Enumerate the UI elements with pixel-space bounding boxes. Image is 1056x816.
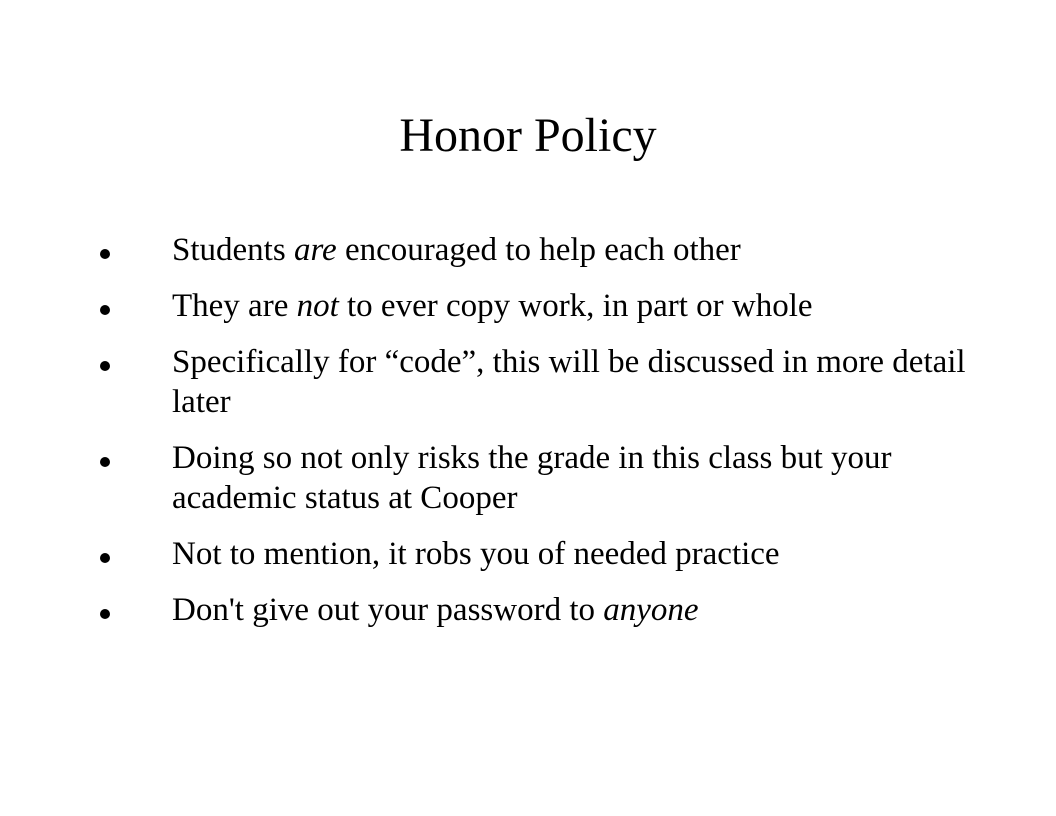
bullet-item — [100, 286, 1000, 326]
bullet-item — [100, 342, 1000, 422]
bullet-item — [100, 534, 1000, 574]
slide-title: Honor Policy — [399, 109, 657, 162]
bullet-text: Don't give out your password to anyone — [172, 592, 699, 628]
bullet-dot-icon — [100, 553, 110, 563]
bullet-dot-icon — [100, 457, 110, 467]
bullet-dot-icon — [100, 361, 110, 371]
bullet-text: They are not to ever copy work, in part or whole — [172, 288, 813, 324]
bullet-text: Not to mention, it robs you of needed practice — [172, 536, 780, 572]
bullet-item — [100, 230, 1000, 270]
bullet-dot-icon — [100, 305, 110, 315]
bullet-dot-icon — [100, 609, 110, 619]
bullet-text: Students are encouraged to help each other — [172, 232, 741, 268]
bullet-item — [100, 438, 1000, 518]
bullet-text: Specifically for “code”, this will be discussed in more detail later — [172, 344, 966, 420]
bullet-list — [100, 230, 1000, 646]
bullet-item — [100, 590, 1000, 630]
bullet-text: Doing so not only risks the grade in this class but your academic status at Cooper — [172, 440, 892, 516]
bullet-dot-icon — [100, 249, 110, 259]
